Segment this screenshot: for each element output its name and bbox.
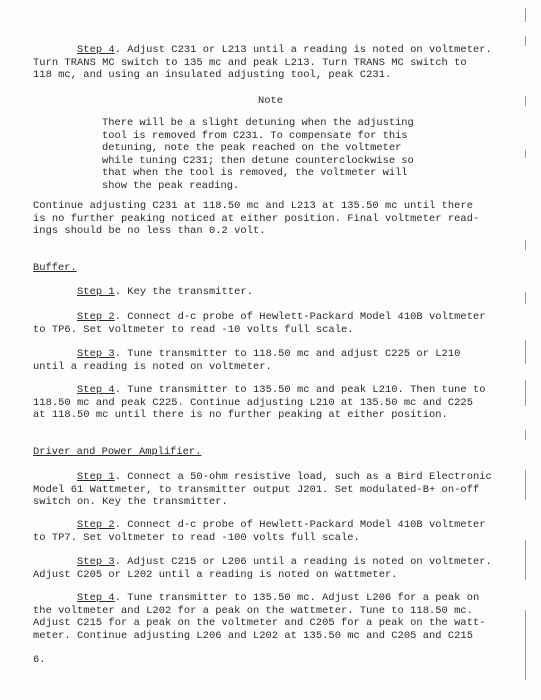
step-label: Step 4 (77, 384, 115, 396)
step-line: Adjust C215 for a peak on the voltmeter and C205 for a peak on the watt- (33, 617, 486, 630)
step-label: Step 3 (77, 556, 115, 568)
page-number: 6. (33, 654, 46, 666)
step-label: Step 2 (77, 311, 115, 323)
driver-step-4 (33, 592, 505, 642)
paragraph-line: ings should be no less than 0.2 volt. (33, 225, 266, 238)
step-text: . Tune transmitter to 135.50 mc. Adjust L206 for a peak on (114, 592, 480, 604)
note-line: while tuning C231; then detune counterclockwise so (102, 154, 414, 167)
step-text: . Key the transmitter. (114, 286, 253, 298)
buffer-step-3 (33, 348, 505, 373)
driver-step-1 (33, 471, 505, 509)
step-label: Step 1 (77, 471, 115, 483)
step-label: Step 3 (77, 348, 115, 360)
note-body (102, 117, 462, 193)
note-line: detuning, note the peak reached on the voltmeter (102, 142, 402, 155)
paragraph-line: is no further peaking noticed at either position. Final voltmeter read- (33, 212, 480, 225)
step-label: Step 1 (77, 286, 115, 298)
step-line: to TP7. Set voltmeter to read -100 volts full scale. (33, 531, 360, 544)
step-line: the voltmeter and L202 for a peak on the wattmeter. Tune to 118.50 mc. (33, 604, 473, 617)
step-line: Model 61 Wattmeter, to transmitter output J201. Set modulated-B+ on-off (33, 483, 480, 496)
buffer-step-1 (33, 286, 505, 299)
step-text: . Connect d-c probe of Hewlett-Packard Model 410B voltmeter (114, 519, 486, 531)
step-text: . Connect a 50-ohm resistive load, such as a Bird Electronic (114, 471, 492, 483)
step-line: Adjust C205 or L202 until a reading is noted on wattmeter. (33, 568, 398, 581)
step-line: Turn TRANS MC switch to 135 mc and peak L213. Turn TRANS MC switch to (33, 56, 467, 69)
step-line: to TP6. Set voltmeter to read -10 volts full scale. (33, 323, 354, 336)
section-heading-driver: Driver and Power Amplifier. (33, 446, 202, 458)
step-text: . Tune transmitter to 135.50 mc and peak L210. Then tune to (114, 384, 486, 396)
step-line: 118 mc, and using an insulated adjusting tool, peak C231. (33, 69, 392, 82)
step-text: . Tune transmitter to 118.50 mc and adjust C225 or L210 (114, 348, 461, 360)
step-text: . Adjust C215 or L206 until a reading is noted on voltmeter. (114, 556, 492, 568)
driver-step-2 (33, 519, 505, 544)
step-label: Step 4 (77, 592, 115, 604)
note-title: Note (258, 95, 283, 107)
step-line: until a reading is noted on voltmeter. (33, 360, 272, 373)
step-label: Step 4 (77, 44, 115, 56)
intro-step-paragraph (33, 44, 505, 82)
step-text: . Adjust C231 or L213 until a reading is noted on voltmeter. (114, 44, 492, 56)
continue-paragraph (33, 200, 505, 238)
paragraph-line: Continue adjusting C231 at 118.50 mc and L213 at 135.50 mc until there (33, 200, 473, 212)
step-line: switch on. Key the transmitter. (33, 496, 228, 509)
note-line: show the peak reading. (102, 179, 240, 192)
buffer-step-4 (33, 384, 505, 422)
step-line: 118.50 mc and peak C225. Continue adjusting L210 at 135.50 mc and C225 (33, 396, 473, 409)
step-label: Step 2 (77, 519, 115, 531)
buffer-step-2 (33, 311, 505, 336)
note-line: There will be a slight detuning when the adjusting (102, 117, 414, 129)
step-text: . Connect d-c probe of Hewlett-Packard Model 410B voltmeter (114, 311, 486, 323)
step-line: meter. Continue adjusting L206 and L202 at 135.50 mc and C205 and C215 (33, 629, 473, 642)
binding-edge-marks (523, 0, 529, 700)
section-heading-buffer: Buffer. (33, 262, 77, 274)
step-line: at 118.50 mc until there is no further peaking at either position. (33, 409, 448, 422)
note-line: tool is removed from C231. To compensate for this (102, 129, 408, 142)
driver-step-3 (33, 556, 505, 581)
note-line: that when the tool is removed, the voltmeter will (102, 167, 408, 180)
